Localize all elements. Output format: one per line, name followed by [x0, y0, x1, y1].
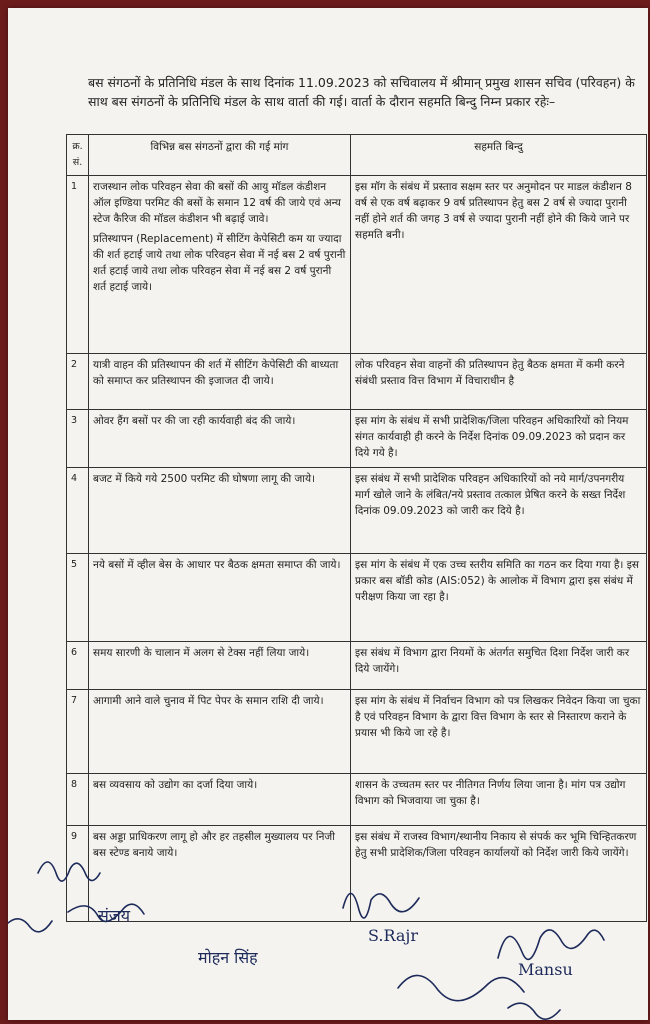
agreement-table	[66, 134, 647, 922]
signature-1: संजय	[98, 906, 130, 925]
row-demand	[89, 176, 351, 354]
row-demand: यात्री वाहन की प्रतिस्थापन की शर्त में सीटिंग केपेसिटी की बाध्यता को समाप्त कर प्रतिस्थापन की इजाजत दी जाये।	[89, 354, 351, 410]
table-row	[67, 774, 647, 826]
signature-scribble-5	[398, 975, 524, 1000]
signatures-area	[8, 848, 648, 1020]
row-sno: 4	[67, 468, 89, 554]
table-row	[67, 642, 647, 690]
signature-scribble-1	[38, 862, 100, 881]
table-row	[67, 354, 647, 410]
signature-4: Mansu	[518, 960, 573, 979]
table-row	[67, 554, 647, 642]
row-demand: बस व्यवसाय को उद्योग का दर्जा दिया जाये।	[89, 774, 351, 826]
row-sno: 1	[67, 176, 89, 354]
row-agreement: इस संबंध में विभाग द्वारा नियमों के अंतर्गत समुचित दिशा निर्देश जारी कर दिये जायेंगे।	[351, 642, 647, 690]
row-demand: ओवर हैंग बसों पर की जा रही कार्यवाही बंद की जाये।	[89, 410, 351, 468]
row-sno: 6	[67, 642, 89, 690]
row-sno: 3	[67, 410, 89, 468]
header-sno: क्र. सं.	[67, 135, 89, 176]
row-agreement: लोक परिवहन सेवा वाहनों की प्रतिस्थापन हेतु बैठक क्षमता में कमी करने संबंधी प्रस्ताव वित्त विभाग में विचाराधीन है	[351, 354, 647, 410]
header-agreement: सहमति बिन्दु	[351, 135, 647, 176]
signature-scribble-4	[498, 930, 604, 960]
table-header-row	[67, 135, 647, 176]
demand-text-continued: प्रतिस्थापन (Replacement) में सीटिंग केपेसिटी कम या ज्यादा की शर्त हटाई जाये तथा लोक परिवहन सेवा में नई बस 2 वर्ष पुरानी शर्त हटाई जाये तथा लोक परिवहन सेवा में नई बस 2 वर्ष पुरानी शर्त हटाई जाये।	[93, 233, 346, 293]
signature-2: S.Rajr	[368, 926, 419, 945]
intro-paragraph: बस संगठनों के प्रतिनिधि मंडल के साथ दिनांक 11.09.2023 को सचिवालय में श्रीमान् प्रमुख शासन सचिव (परिवहन) के साथ बस संगठनों के प्रतिनिधि मंडल के साथ वार्ता की गई। वार्ता के दौरान सहमति बिन्दु निम्न प्रकार रहेः–	[88, 74, 635, 109]
row-demand: बस अड्डा प्राधिकरण लागू हो और हर तहसील मुख्यालय पर निजी बस स्टेण्ड बनाये जाये।	[89, 826, 351, 922]
row-demand: समय सारणी के चालान में अलग से टेक्स नहीं लिया जाये।	[89, 642, 351, 690]
row-sno: 2	[67, 354, 89, 410]
signature-scribble-3	[343, 893, 419, 918]
header-demand: विभिन्न बस संगठनों द्वारा की गई मांग	[89, 135, 351, 176]
row-demand: बजट में किये गये 2500 परमिट की घोषणा लागू की जाये।	[89, 468, 351, 554]
table-row	[67, 690, 647, 774]
row-sno: 5	[67, 554, 89, 642]
row-demand: आगामी आने वाले चुनाव में पिट पेपर के समान राशि दी जाये।	[89, 690, 351, 774]
table-row	[67, 468, 647, 554]
demand-text: राजस्थान लोक परिवहन सेवा की बसों की आयु मॉडल कंडीशन ऑल इण्डिया परमिट की बसों के समान 12 वर्ष की जाये एवं अन्य स्टेज कैरिज की मॉडल कंडीशन भी बढ़ाई जावे।	[93, 181, 341, 225]
row-demand: नये बसों में व्हील बेस के आधार पर बैठक क्षमता समाप्त की जाये।	[89, 554, 351, 642]
signature-3: मोहन सिंह	[198, 948, 258, 967]
table-row	[67, 410, 647, 468]
row-agreement: इस मॉग के संबंध में प्रस्ताव सक्षम स्तर पर अनुमोदन पर माडल कंडीशन 8 वर्ष से एक वर्ष बढ़ाकर 9 वर्ष प्रतिस्थापन हेतु बस 2 वर्ष से ज्यादा पुरानी नहीं होने शर्त की जगह 3 वर्ष से ज्यादा पुरानी नहीं होने की किये जाने पर सहमति बनी।	[351, 176, 647, 354]
row-agreement: इस मांग के संबंध में सभी प्रादेशिक/जिला परिवहन अधिकारियों को नियम संगत कार्यवाही ही करने के निर्देश दिनांक 09.09.2023 को प्रदान कर दिये गये है।	[351, 410, 647, 468]
row-agreement: इस संबंध में सभी प्रादेशिक परिवहन अधिकारियों को नये मार्ग/उपनगरीय मार्ग खोले जाने के लंबित/नये प्रस्ताव तत्काल प्रेषित करने के सख्त निर्देश दिनांक 09.09.2023 को जारी कर दिये है।	[351, 468, 647, 554]
row-sno: 9	[67, 826, 89, 922]
signature-scribble-6	[508, 1003, 560, 1019]
row-agreement: इस संबंध में राजस्व विभाग/स्थानीय निकाय से संपर्क कर भूमि चिन्हितकरण हेतु सभी प्रादेशिक/जिला परिवहन कार्यालयों को निर्देश जारी किये जायेंगे।	[351, 826, 647, 922]
row-agreement: इस मांग के संबंध में एक उच्च स्तरीय समिति का गठन कर दिया गया है। इस प्रकार बस बॉडी कोड (AIS:052) के आलोक में विभाग द्वारा इस संबंध में परीक्षण किया जा रहा है।	[351, 554, 647, 642]
row-agreement: इस मांग के संबंध में निर्वाचन विभाग को पत्र लिखकर निवेदन किया जा चुका है एवं परिवहन विभाग के द्वारा वित्त विभाग के स्तर से निस्तारण कराने के प्रयास भी किये जा रहे है।	[351, 690, 647, 774]
row-sno: 8	[67, 774, 89, 826]
table-row	[67, 176, 647, 354]
row-agreement: शासन के उच्चतम स्तर पर नीतिगत निर्णय लिया जाना है। मांग पत्र उद्योग विभाग को भिजवाया जा चुका है।	[351, 774, 647, 826]
row-sno: 7	[67, 690, 89, 774]
handwritten-signatures	[8, 848, 648, 1020]
document-page	[8, 8, 648, 1020]
